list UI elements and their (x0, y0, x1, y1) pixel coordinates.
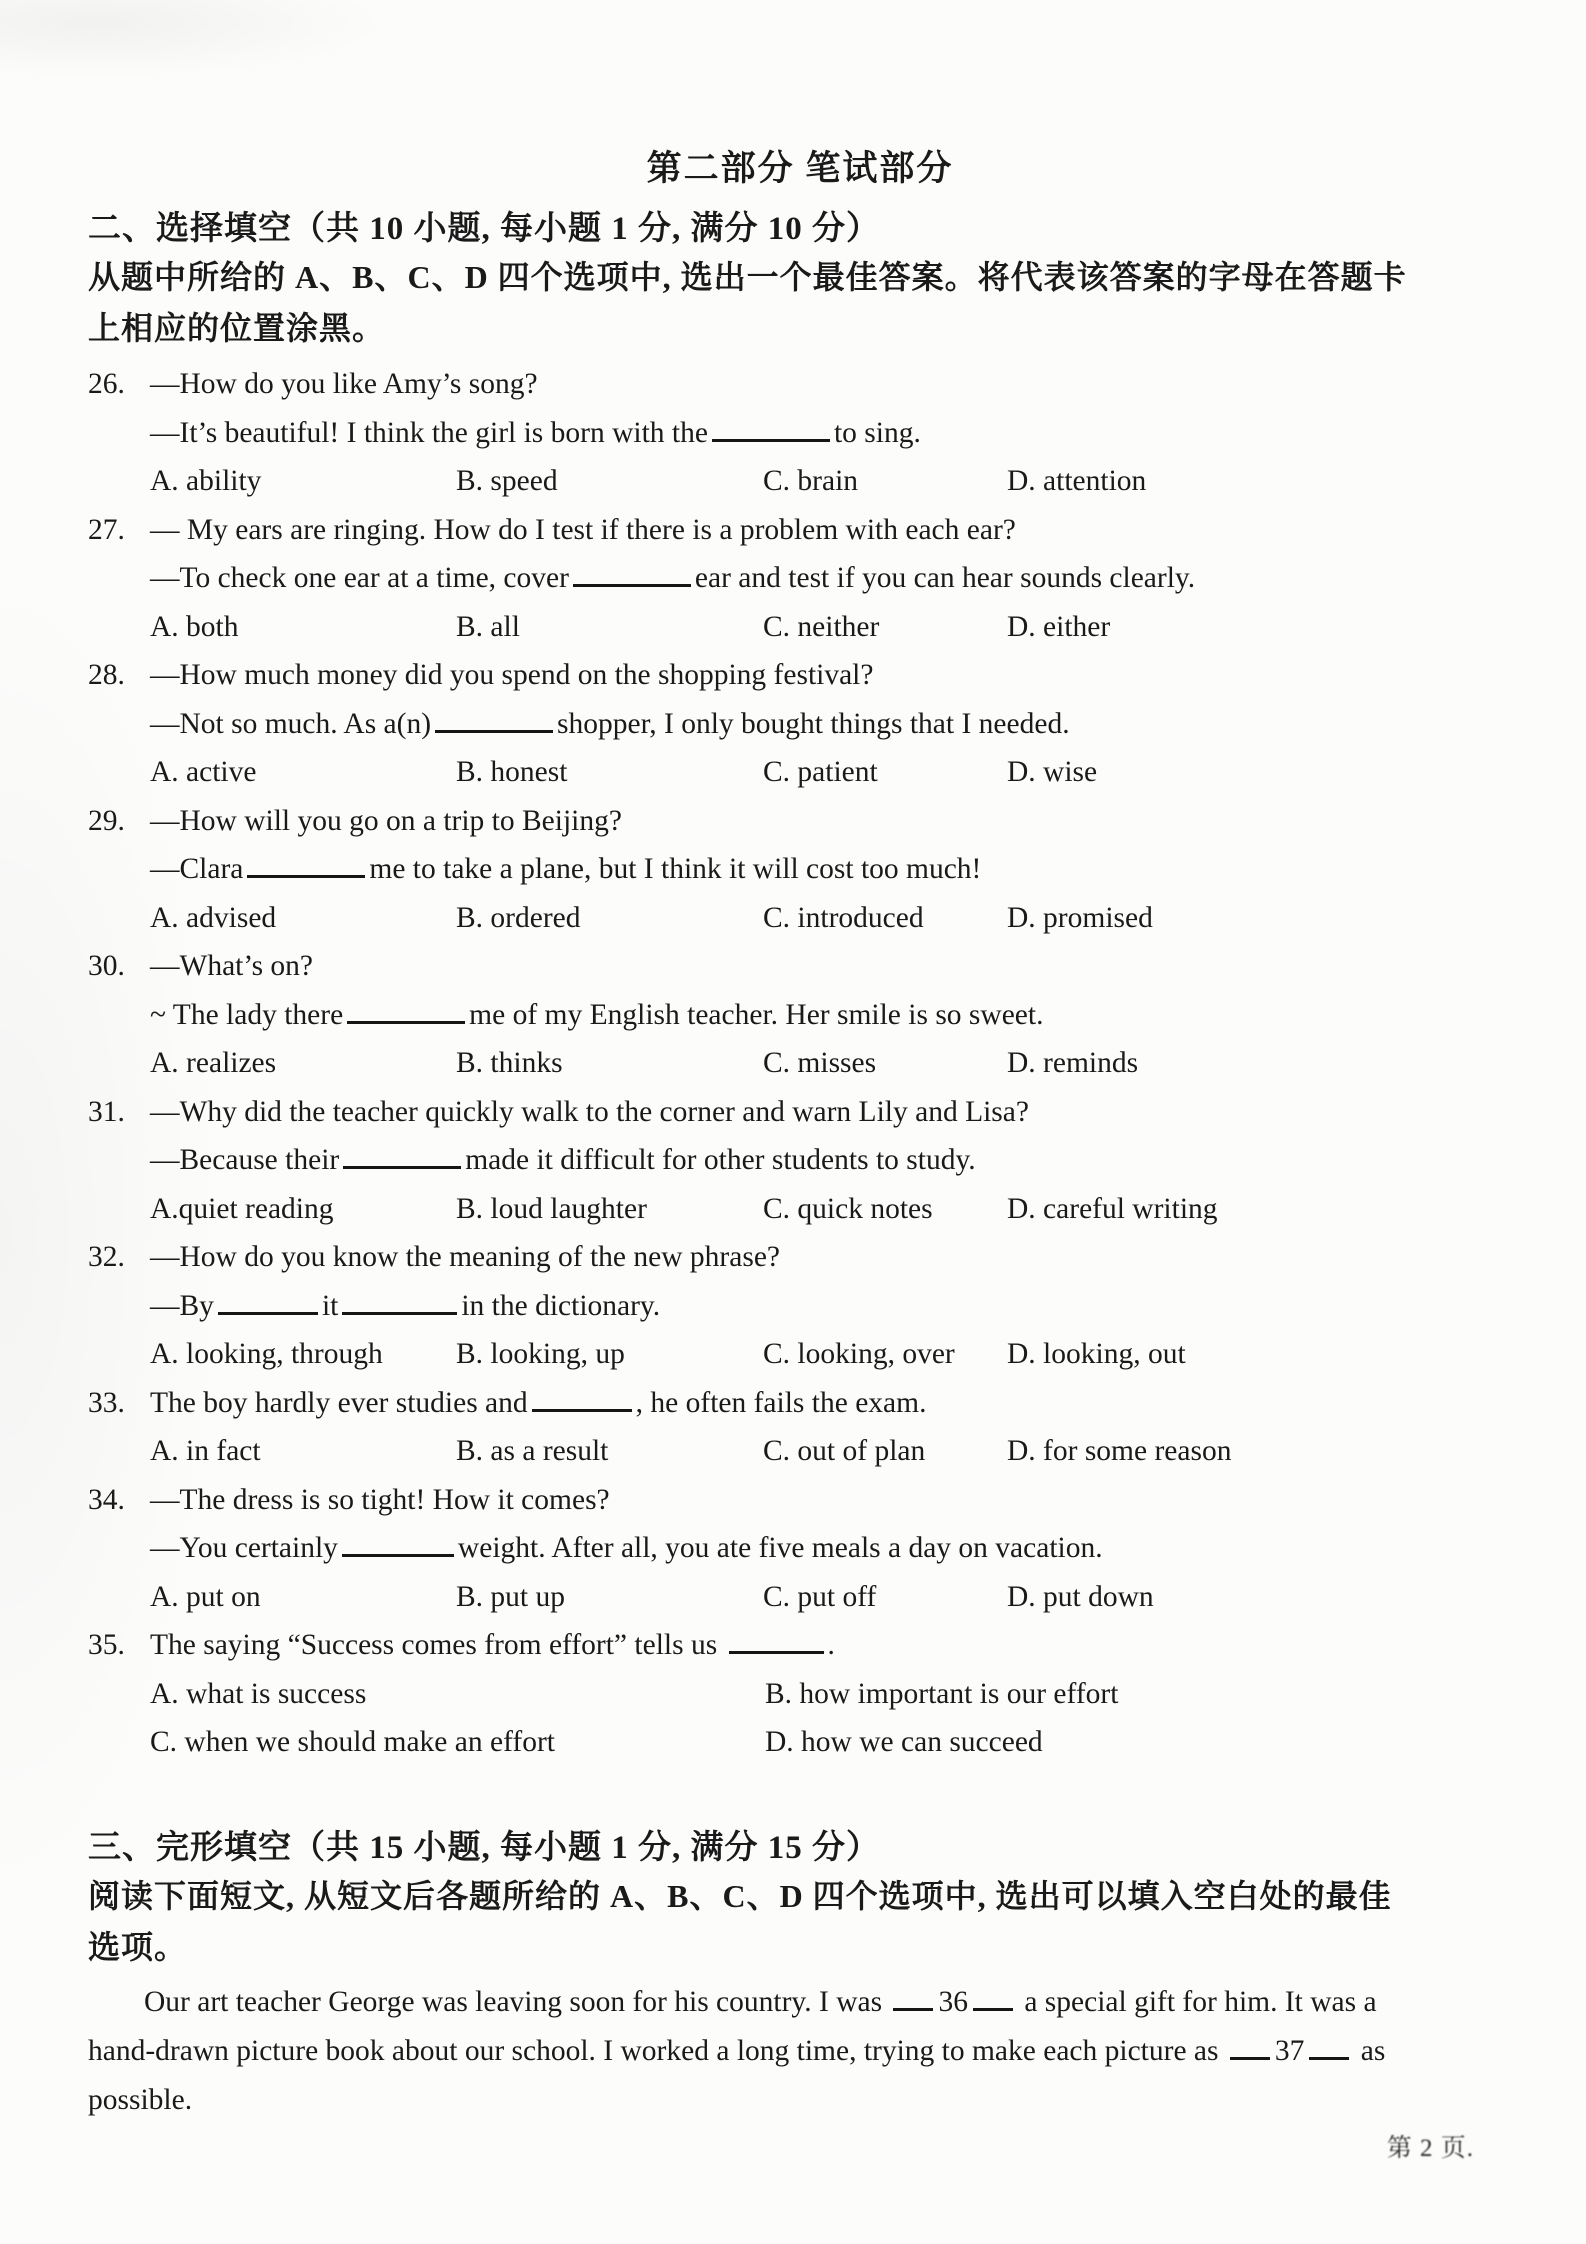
text-run: in the dictionary. (461, 1289, 661, 1322)
answer-blank (218, 1287, 318, 1314)
option: D. looking, out (1007, 1338, 1186, 1370)
text-run: The boy hardly ever studies and (150, 1386, 528, 1419)
question-28 (88, 651, 1512, 797)
option: A. ability (150, 465, 262, 497)
text-run: as (1353, 2034, 1386, 2067)
text-run: , he often fails the exam. (635, 1386, 927, 1419)
option: B. put up (456, 1580, 565, 1613)
text-run: —You certainly (150, 1532, 338, 1564)
page-content (88, 0, 1512, 2125)
option: B. loud laughter (456, 1192, 647, 1225)
option: D. put down (1007, 1580, 1154, 1613)
paragraph-line (88, 1978, 1512, 2027)
option: C. quick notes (763, 1192, 933, 1225)
answer-blank (573, 560, 691, 587)
blank-line (1230, 2034, 1270, 2060)
text-run: — My ears are ringing. How do I test if there is a problem with each ear? (150, 513, 1016, 546)
text-run: —How do you know the meaning of the new phrase? (150, 1241, 781, 1273)
section2-instructions-line1: 从题中所给的 A、B、C、D 四个选项中, 选出一个最佳答案。将代表该答案的字母在答题卡 (88, 259, 1407, 295)
options-row (88, 894, 1512, 943)
section3-instructions-line1: 阅读下面短文, 从短文后各题所给的 A、B、C、D 四个选项中, 选出可以填入空白处的最佳 (88, 1877, 1392, 1914)
option: C. out of plan (763, 1435, 926, 1467)
question-27 (88, 506, 1512, 652)
question-line (88, 360, 1512, 409)
text-run: —What’s on? (150, 950, 314, 982)
option: B. how important is our effort (765, 1677, 1119, 1710)
question-30 (88, 942, 1512, 1088)
question-number: 32. (88, 1241, 125, 1273)
option: D. attention (1007, 465, 1147, 497)
answer-blank (435, 705, 553, 732)
text-run: weight. After all, you ate five meals a day on vacation. (457, 1532, 1103, 1564)
section2-instructions-line2: 上相应的位置涂黑。 (88, 310, 386, 346)
option: C. put off (763, 1580, 877, 1613)
text-run: —How do you like Amy’s song? (150, 368, 538, 400)
options-row (88, 748, 1512, 797)
option: D. wise (1007, 756, 1098, 788)
question-34 (88, 1476, 1512, 1622)
text-run: . (827, 1629, 835, 1661)
question-number: 27. (88, 513, 125, 546)
answer-blank (712, 414, 830, 441)
question-number: 31. (88, 1095, 125, 1128)
question-number: 29. (88, 804, 125, 837)
question-line (88, 991, 1512, 1040)
text-run: to sing. (833, 416, 921, 449)
cloze-blank-number: 36 (938, 1985, 968, 2018)
option: C. when we should make an effort (150, 1726, 555, 1758)
question-line (88, 1476, 1512, 1525)
text-run: —It’s beautiful! I think the girl is born with the (150, 416, 708, 449)
question-number: 34. (88, 1483, 125, 1516)
options-row (88, 457, 1512, 506)
cloze-paragraph (88, 1978, 1512, 2125)
text-run: —Because their (150, 1144, 340, 1176)
options-row (88, 1573, 1512, 1622)
option: A. both (150, 610, 239, 643)
option: C. misses (763, 1047, 877, 1079)
question-26 (88, 360, 1512, 506)
section3-instructions-line2: 选项。 (88, 1928, 188, 1965)
options-row (88, 603, 1512, 652)
option: A. advised (150, 901, 277, 934)
text-run: shopper, I only bought things that I needed. (557, 707, 1070, 740)
option: A. in fact (150, 1435, 261, 1467)
options-row (88, 1185, 1512, 1234)
option: A. looking, through (150, 1338, 383, 1370)
answer-blank (532, 1384, 632, 1411)
text-run: —How will you go on a trip to Beijing? (150, 804, 622, 837)
text-run: —By (150, 1289, 214, 1322)
blank-line (1309, 2034, 1349, 2060)
option: A.quiet reading (150, 1192, 334, 1225)
text-run: made it difficult for other students to study. (465, 1144, 976, 1176)
text-run: ~ The lady there (150, 998, 344, 1031)
question-31 (88, 1088, 1512, 1234)
question-line (88, 1524, 1512, 1573)
question-number: 30. (88, 950, 125, 982)
cloze-blank-37 (1230, 2035, 1350, 2067)
cloze-blank-36 (893, 1986, 1013, 2018)
option: B. as a result (456, 1435, 609, 1467)
question-line (88, 506, 1512, 555)
option: D. either (1007, 610, 1111, 643)
options-row (88, 1670, 1512, 1767)
question-line (88, 651, 1512, 700)
question-line (88, 1282, 1512, 1331)
question-line (88, 1233, 1512, 1282)
section3-header: 三、完形填空（共 15 小题, 每小题 1 分, 满分 15 分） (88, 1829, 880, 1866)
question-29 (88, 797, 1512, 943)
option: A. put on (150, 1580, 261, 1613)
option: C. introduced (763, 901, 924, 934)
question-line (88, 1136, 1512, 1185)
text-run: hand-drawn picture book about our school. I worked a long time, trying to make each picture as (88, 2034, 1226, 2067)
text-run: ear and test if you can hear sounds clearly. (694, 562, 1196, 594)
option: C. brain (763, 465, 859, 497)
text-run: —Why did the teacher quickly walk to the corner and warn Lily and Lisa? (150, 1095, 1029, 1128)
option: A. realizes (150, 1047, 277, 1079)
option: B. all (456, 610, 520, 643)
answer-blank (343, 1142, 461, 1169)
text-run: —Not so much. As a(n) (150, 707, 432, 740)
question-line (88, 1088, 1512, 1137)
answer-blank (342, 1530, 454, 1557)
options-row (88, 1427, 1512, 1476)
text-run: me of my English teacher. Her smile is so sweet. (469, 998, 1044, 1031)
text-run: —Clara (150, 853, 244, 885)
question-line (88, 942, 1512, 991)
question-line (88, 797, 1512, 846)
option: C. patient (763, 756, 878, 788)
option: D. reminds (1007, 1047, 1139, 1079)
option: D. careful writing (1007, 1192, 1218, 1225)
text-run: —The dress is so tight! How it comes? (150, 1483, 610, 1516)
option: C. looking, over (763, 1338, 955, 1370)
options-row (88, 1330, 1512, 1379)
option: B. thinks (456, 1047, 563, 1079)
text-run: Our art teacher George was leaving soon for his country. I was (144, 1985, 890, 2018)
text-run: possible. (88, 2083, 193, 2116)
question-line (88, 700, 1512, 749)
option: D. how we can succeed (765, 1726, 1043, 1758)
question-35 (88, 1621, 1512, 1767)
question-number: 28. (88, 659, 125, 691)
option: B. ordered (456, 901, 581, 934)
cloze-blank-number: 37 (1274, 2034, 1305, 2067)
text-run: me to take a plane, but I think it will cost too much! (369, 853, 982, 885)
question-line (88, 554, 1512, 603)
text-run: it (321, 1289, 339, 1322)
section2-header: 二、选择填空（共 10 小题, 每小题 1 分, 满分 10 分） (88, 211, 880, 247)
blank-line (973, 1985, 1013, 2011)
question-line (88, 409, 1512, 458)
answer-blank (247, 851, 365, 878)
option: A. active (150, 756, 257, 788)
question-number: 26. (88, 368, 125, 400)
question-line (88, 1379, 1512, 1428)
option: A. what is success (150, 1677, 367, 1710)
option: B. looking, up (456, 1338, 625, 1370)
answer-blank (342, 1287, 457, 1314)
answer-blank (729, 1627, 824, 1654)
question-number: 33. (88, 1386, 125, 1419)
text-run: The saying “Success comes from effort” tells us (150, 1629, 725, 1661)
option: D. for some reason (1007, 1435, 1232, 1467)
questions-list (88, 360, 1512, 1767)
text-run: —To check one ear at a time, cover (150, 562, 569, 594)
answer-blank (347, 996, 465, 1023)
text-run: a special gift for him. It was a (1016, 1985, 1377, 2018)
paragraph-line (88, 2027, 1512, 2076)
page-number: 第 2 页. (1386, 2135, 1474, 2162)
option: B. speed (456, 465, 558, 497)
part-title: 第二部分 笔试部分 (646, 149, 954, 188)
question-33 (88, 1379, 1512, 1476)
options-row (88, 1039, 1512, 1088)
option: B. honest (456, 756, 568, 788)
question-number: 35. (88, 1629, 125, 1661)
paragraph-line (88, 2076, 1512, 2125)
option: C. neither (763, 610, 880, 643)
option: D. promised (1007, 901, 1153, 934)
blank-line (893, 1985, 933, 2011)
question-line (88, 845, 1512, 894)
question-line (88, 1621, 1512, 1670)
question-32 (88, 1233, 1512, 1379)
text-run: —How much money did you spend on the shopping festival? (150, 659, 874, 691)
